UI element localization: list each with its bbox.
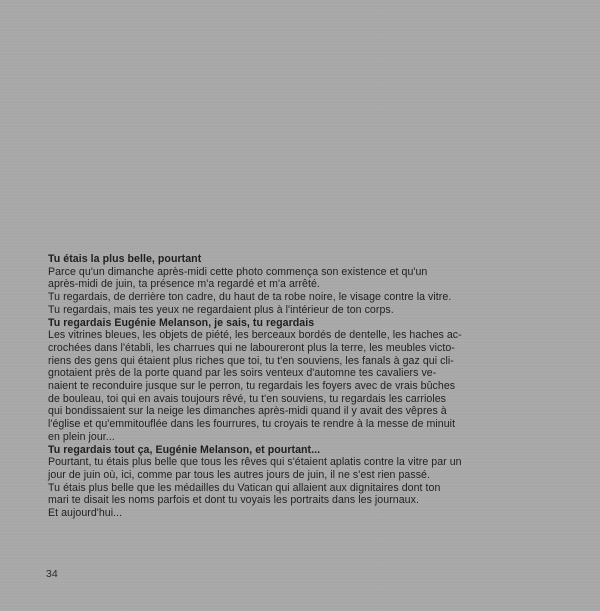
poem-line: Tu regardais tout ça, Eugénie Melanson, et pourtant... [48, 443, 321, 456]
poem-line: en plein jour... [48, 430, 115, 443]
poem-line: Les vitrines bleues, les objets de piété, les berceaux bordés de dentelle, les haches ac- [48, 329, 462, 342]
poem-line: après-midi de juin, ta présence m'a regardé et m'a arrêté. [48, 278, 320, 291]
poem-line: de bouleau, toi qui en avais toujours rêvé, tu t'en souviens, tu regardais les carrioles [48, 392, 447, 405]
poem-line: qui bondissaient sur la neige les dimanches après-midi quand il y avait des vêpres à [48, 405, 447, 418]
poem-line: riens des gens qui étaient plus riches que toi, tu t'en souviens, les fanals à gaz qui cli- [48, 354, 454, 367]
poem-line: Et aujourd'hui... [48, 507, 123, 520]
poem-line: naient te reconduire jusque sur le perron, tu regardais les foyers avec de vrais bûches [48, 380, 456, 393]
poem-line: jour de juin où, ici, comme par tous les autres jours de juin, il ne s'est rien passé. [48, 468, 430, 481]
poem-line: Tu étais la plus belle, pourtant [48, 253, 202, 265]
poem-line: Tu regardais, de derrière ton cadre, du haut de ta robe noire, le visage contre la vitre. [48, 291, 452, 304]
poem-line: gnotaient près de la porte quand par les soirs venteux d'automne tes cavaliers ve- [48, 367, 437, 380]
poem-line: Tu regardais Eugénie Melanson, je sais, tu regardais [48, 316, 315, 329]
poem-line: mari te disait les noms parfois et dont tu voyais les portraits dans les journaux. [48, 494, 419, 507]
poem-line: crochées dans l'établi, les charrues qui ne laboureront plus la terre, les meubles victo- [48, 341, 455, 354]
page-number: 34 [46, 568, 58, 580]
poem-line: Pourtant, tu étais plus belle que tous les rêves qui s'étaient aplatis contre la vitre par un [48, 456, 462, 469]
poem-line: Parce qu'un dimanche après-midi cette photo commença son existence et qu'un [48, 265, 428, 278]
poem-text [48, 253, 558, 520]
poem-line: l'église et qu'emmitouflée dans les fourrures, tu croyais te rendre à la messe de minuit [48, 418, 456, 431]
poem-line: Tu regardais, mais tes yeux ne regardaient plus à l'intérieur de ton corps. [48, 303, 394, 316]
poem-line: Tu étais plus belle que les médailles du Vatican qui allaient aux dignitaires dont ton [48, 481, 441, 494]
